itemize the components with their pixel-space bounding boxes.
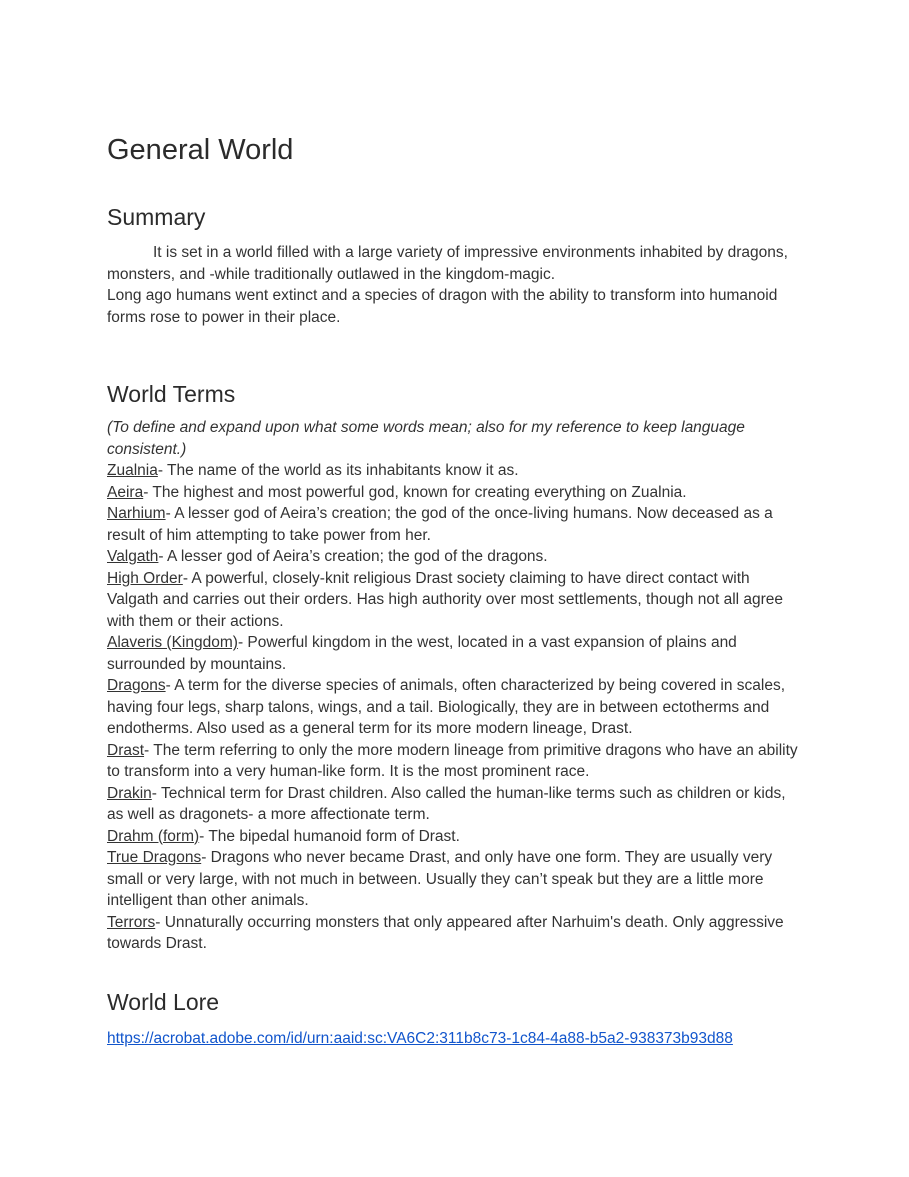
world-terms-section: [107, 417, 804, 955]
term-description: - Unnaturally occurring monsters that only appeared after Narhuim's death. Only aggressive towards Drast.: [107, 913, 784, 952]
term-label: High Order: [107, 569, 183, 587]
term-description: - A lesser god of Aeira’s creation; the god of the dragons.: [158, 548, 548, 565]
world-terms-note: (To define and expand upon what some words mean; also for my reference to keep language consistent.): [107, 419, 745, 458]
summary-section: [107, 242, 804, 328]
term-entry: [107, 632, 804, 675]
world-lore-section: [107, 1028, 804, 1050]
term-description: - The highest and most powerful god, known for creating everything on Zualnia.: [143, 483, 687, 501]
term-entry: [107, 546, 804, 568]
term-label: Zualnia: [107, 462, 158, 479]
term-label: Alaveris (Kingdom): [107, 634, 238, 651]
term-description: - Technical term for Drast children. Also called the human-like terms such as children or kids, as well as dragonets- a more affectionate term.: [107, 784, 786, 823]
term-label: Drast: [107, 741, 145, 759]
term-label: Drakin: [107, 784, 152, 802]
term-label: Valgath: [107, 548, 159, 565]
term-description: - Powerful kingdom in the west, located in a vast expansion of plains and surrounded by mountains.: [107, 634, 737, 673]
term-entry: [107, 912, 804, 955]
term-description: - Dragons who never became Drast, and only have one form. They are usually very small or very large, with not much in between. Usually they can’t speak but they are a little more intelligent than other animals.: [107, 849, 773, 909]
term-description: - The name of the world as its inhabitants know it as.: [157, 462, 519, 479]
term-label: Terrors: [107, 913, 156, 931]
term-label: Aeira: [107, 483, 144, 501]
term-label: True Dragons: [107, 849, 202, 866]
term-entry: [107, 568, 804, 633]
term-label: Drahm (form): [107, 827, 200, 845]
term-description: - A powerful, closely-knit religious Drast society claiming to have direct contact with Valgath and carries out their orders. Has high authority over most settlements, though not all agree with them or their actions.: [107, 569, 784, 630]
term-description: - A term for the diverse species of animals, often characterized by being covered in scales, having four legs, sharp talons, wings, and a tail. Biologically, they are in between ectotherms and endotherms. Also used as a general term for its more modern lineage, Drast.: [107, 677, 786, 737]
term-label: Dragons: [107, 677, 166, 694]
world-lore-link[interactable]: https://acrobat.adobe.com/id/urn:aaid:sc:VA6C2:311b8c73-1c84-4a88-b5a2-938373b93d88: [107, 1029, 733, 1047]
term-description: - The bipedal humanoid form of Drast.: [199, 827, 460, 845]
term-entry: [107, 482, 804, 504]
summary-heading: Summary: [107, 204, 206, 230]
term-entry: [107, 460, 804, 482]
term-entry: [107, 503, 804, 546]
world-lore-heading: World Lore: [107, 988, 220, 1015]
page-title: General World: [107, 134, 294, 166]
term-entry: [107, 847, 804, 912]
summary-paragraph-1: It is set in a world filled with a large variety of impressive environments inhabited by dragons, monsters, and -while traditionally outlawed in the kingdom-magic.: [107, 244, 788, 283]
summary-paragraph-2: Long ago humans went extinct and a species of dragon with the ability to transform into humanoid forms rose to power in their place.: [107, 287, 778, 326]
document-content: [107, 133, 804, 1049]
term-description: - The term referring to only the more modern lineage from primitive dragons who have an ability to transform into a very human-like form. It is the most prominent race.: [107, 741, 798, 780]
term-entry: [107, 675, 804, 740]
term-entry: [107, 740, 804, 783]
term-description: - A lesser god of Aeira’s creation; the god of the once-living humans. Now deceased as a result of him attempting to take power from her.: [107, 505, 773, 544]
term-label: Narhium: [107, 505, 166, 522]
term-entry: [107, 783, 804, 826]
world-terms-heading: World Terms: [107, 381, 236, 407]
term-entry: [107, 826, 804, 848]
